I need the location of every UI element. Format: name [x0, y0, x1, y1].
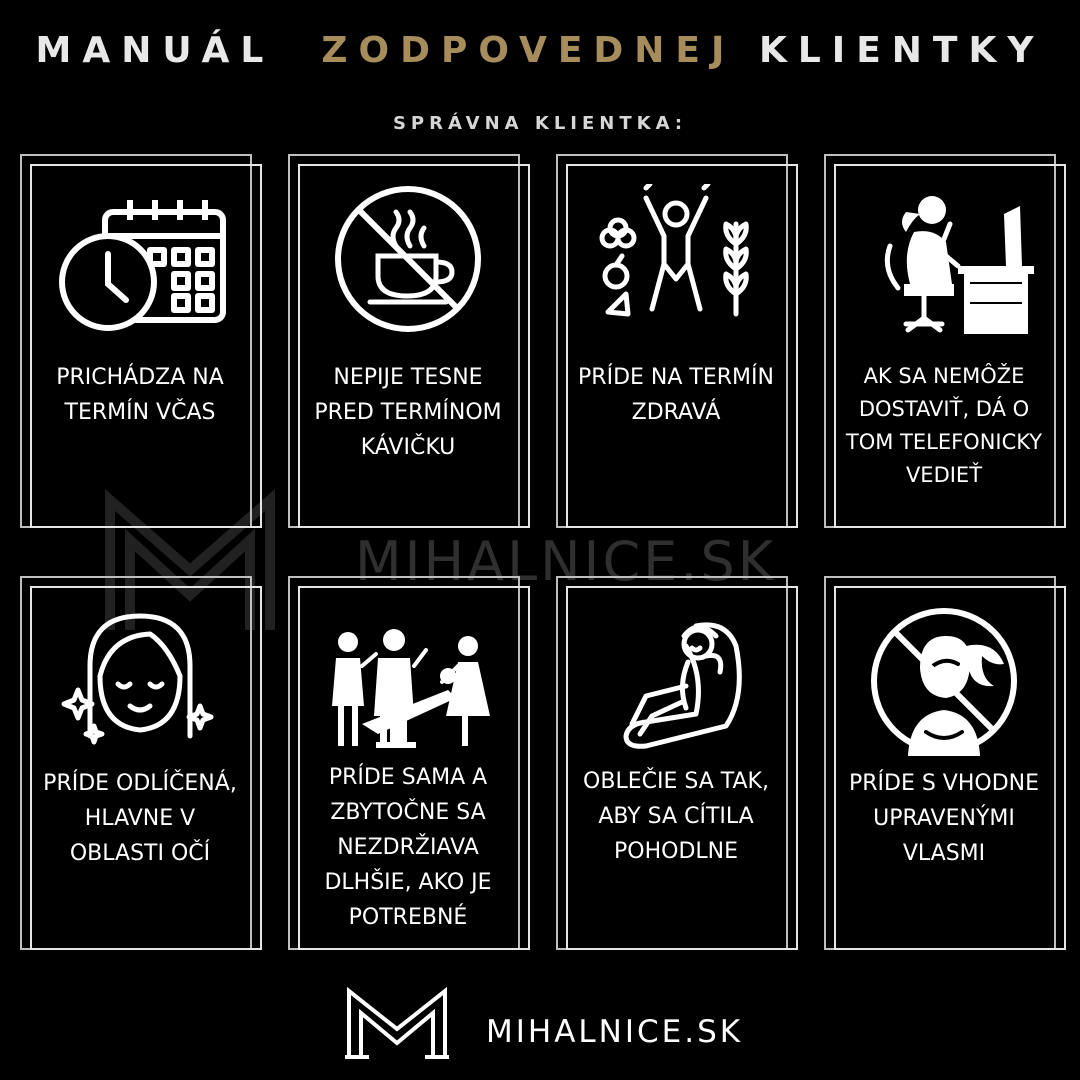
- no-hair-icon: [854, 606, 1034, 756]
- card-phone: [834, 164, 1054, 526]
- brand-name: MIHALNICE.SK: [486, 1014, 744, 1050]
- no-coffee-icon: [318, 184, 498, 334]
- card-text: PRÍDE SAMA A ZBYTOČNE SA NEZDRŽIAVA DLHŠIE, AKO JE POTREBNÉ: [324, 765, 492, 930]
- card-text: AK SA NEMÔŽE DOSTAVIŤ, DÁ O TOM TELEFONICKY VEDIEŤ: [845, 364, 1043, 487]
- watermark-text: MIHALNICE.SK: [355, 530, 777, 593]
- healthy-person-icon: [586, 184, 766, 334]
- card-comfortable: [566, 586, 786, 948]
- page-subtitle: SPRÁVNA KLIENTKA:: [392, 113, 688, 134]
- phone-call-desk-icon: [854, 184, 1034, 334]
- title-part-manual: MANUÁL: [35, 30, 275, 71]
- card-text: NEPIJE TESNE PRED TERMÍNOM KÁVIČKU: [314, 365, 502, 460]
- brand-logo-icon: [345, 985, 450, 1060]
- title-part-accent: ZODPOVEDNEJ: [321, 30, 736, 71]
- card-text: PRÍDE NA TERMÍN ZDRAVÁ: [578, 365, 774, 425]
- card-no-coffee: [298, 164, 518, 526]
- card-healthy: [566, 164, 786, 526]
- group-treatment-icon: [318, 606, 498, 756]
- page-title: [0, 30, 1080, 71]
- card-text: PRÍDE S VHODNE UPRAVENÝMI VLASMI: [848, 771, 1040, 866]
- card-alone: [298, 586, 518, 948]
- card-no-makeup: [30, 586, 250, 948]
- card-on-time: [30, 164, 250, 526]
- calendar-clock-icon: [50, 184, 230, 334]
- relaxing-chair-icon: [586, 606, 766, 756]
- card-text: PRICHÁDZA NA TERMÍN VČAS: [56, 365, 224, 425]
- card-text: PRÍDE ODLÍČENÁ, HLAVNE V OBLASTI OČÍ: [43, 771, 237, 866]
- card-text: OBLEČIE SA TAK, ABY SA CÍTILA POHODLNE: [583, 769, 769, 864]
- title-part-clients: KLIENTKY: [758, 30, 1045, 71]
- card-hair: [834, 586, 1054, 948]
- clean-face-icon: [50, 606, 230, 756]
